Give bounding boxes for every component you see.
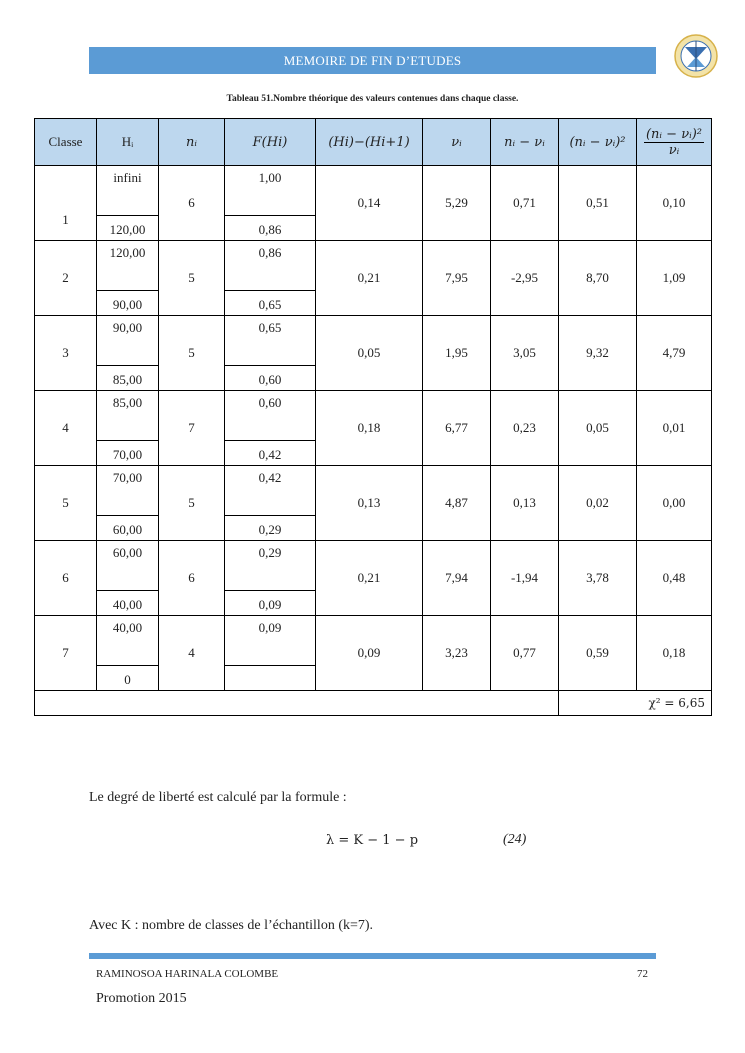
cell-f-top: 0,60 — [225, 391, 316, 441]
cell-n: 7 — [159, 391, 225, 466]
page-number: 72 — [637, 968, 648, 980]
cell-diff: 0,13 — [316, 466, 423, 541]
header-fhi: 𝐹(𝐻𝑖) — [225, 119, 316, 166]
cell-classe: 5 — [35, 466, 97, 541]
cell-h-top: 60,00 — [97, 541, 159, 591]
header-classe: Classe — [35, 119, 97, 166]
cell-v: 6,77 — [423, 391, 491, 466]
cell-n: 6 — [159, 541, 225, 616]
cell-chi: 0,10 — [637, 166, 712, 241]
total-row — [35, 691, 712, 716]
cell-v: 4,87 — [423, 466, 491, 541]
cell-h-bot: 60,00 — [97, 516, 159, 541]
table-row — [35, 391, 712, 441]
cell-f-top: 1,00 — [225, 166, 316, 216]
chi-numerator: (𝑛ᵢ − 𝜈ᵢ)² — [645, 126, 703, 142]
footer-bar — [89, 953, 656, 959]
cell-classe: 6 — [35, 541, 97, 616]
cell-n: 5 — [159, 316, 225, 391]
cell-nv: -1,94 — [491, 541, 559, 616]
cell-diff: 0,21 — [316, 541, 423, 616]
cell-classe: 7 — [35, 616, 97, 691]
paragraph-avec: Avec K : nombre de classes de l’échantillon (k=7). — [89, 918, 374, 933]
header-chi-term — [637, 119, 712, 166]
table-row — [35, 166, 712, 216]
cell-diff: 0,14 — [316, 166, 423, 241]
cell-v: 1,95 — [423, 316, 491, 391]
cell-sq: 3,78 — [559, 541, 637, 616]
cell-f-top: 0,86 — [225, 241, 316, 291]
cell-nv: -2,95 — [491, 241, 559, 316]
table-row — [35, 466, 712, 516]
cell-diff: 0,05 — [316, 316, 423, 391]
cell-h-top: 40,00 — [97, 616, 159, 666]
cell-h-top: 120,00 — [97, 241, 159, 291]
cell-sq: 0,59 — [559, 616, 637, 691]
footer-author: RAMINOSOA HARINALA COLOMBE — [96, 968, 279, 980]
cell-nv: 0,13 — [491, 466, 559, 541]
cell-classe: 4 — [35, 391, 97, 466]
cell-f-bot: 0,29 — [225, 516, 316, 541]
cell-n: 4 — [159, 616, 225, 691]
table-row — [35, 616, 712, 666]
cell-diff: 0,21 — [316, 241, 423, 316]
header-hi: Hᵢ — [97, 119, 159, 166]
cell-h-bot: 70,00 — [97, 441, 159, 466]
header-diff: (𝐻𝑖)−(𝐻𝑖+1) — [316, 119, 423, 166]
header-ni-minus-vi: 𝑛ᵢ − 𝜈ᵢ — [491, 119, 559, 166]
data-table — [34, 118, 712, 716]
cell-f-top: 0,42 — [225, 466, 316, 516]
cell-classe: 2 — [35, 241, 97, 316]
cell-classe: 3 — [35, 316, 97, 391]
cell-sq: 8,70 — [559, 241, 637, 316]
header-banner: MEMOIRE DE FIN D’ETUDES — [89, 47, 656, 74]
cell-f-bot: 0,65 — [225, 291, 316, 316]
cell-h-top: 90,00 — [97, 316, 159, 366]
cell-f-bot: 0,60 — [225, 366, 316, 391]
cell-chi: 0,18 — [637, 616, 712, 691]
cell-f-top: 0,65 — [225, 316, 316, 366]
cell-f-bot: 0,42 — [225, 441, 316, 466]
table-row — [35, 541, 712, 591]
cell-diff: 0,09 — [316, 616, 423, 691]
university-logo — [673, 33, 719, 79]
cell-h-bot: 85,00 — [97, 366, 159, 391]
cell-chi: 4,79 — [637, 316, 712, 391]
header-squared: (𝑛ᵢ − 𝜈ᵢ)² — [559, 119, 637, 166]
cell-diff: 0,18 — [316, 391, 423, 466]
promotion: Promotion 2015 — [96, 991, 187, 1006]
cell-sq: 0,02 — [559, 466, 637, 541]
header-vi: 𝜈ᵢ — [423, 119, 491, 166]
cell-h-bot: 0 — [97, 666, 159, 691]
cell-f-bot: 0,86 — [225, 216, 316, 241]
cell-classe: 1 — [35, 166, 97, 241]
cell-chi: 0,00 — [637, 466, 712, 541]
table-caption: Tableau 51.Nombre théorique des valeurs contenues dans chaque classe. — [226, 94, 519, 104]
cell-sq: 9,32 — [559, 316, 637, 391]
chi-square-total: χ² = 6,65 — [559, 691, 712, 716]
cell-sq: 0,51 — [559, 166, 637, 241]
cell-h-top: 85,00 — [97, 391, 159, 441]
header-ni: 𝑛ᵢ — [159, 119, 225, 166]
chi-denominator: 𝜈ᵢ — [668, 142, 680, 158]
cell-f-top: 0,29 — [225, 541, 316, 591]
table-row — [35, 316, 712, 366]
cell-v: 7,94 — [423, 541, 491, 616]
cell-h-bot: 120,00 — [97, 216, 159, 241]
cell-chi: 0,48 — [637, 541, 712, 616]
cell-n: 6 — [159, 166, 225, 241]
cell-n: 5 — [159, 466, 225, 541]
cell-h-top: 70,00 — [97, 466, 159, 516]
table-row — [35, 241, 712, 291]
cell-sq: 0,05 — [559, 391, 637, 466]
cell-f-bot: 0,09 — [225, 591, 316, 616]
header-row — [35, 119, 712, 166]
cell-nv: 0,77 — [491, 616, 559, 691]
cell-f-top: 0,09 — [225, 616, 316, 666]
total-empty-cell — [35, 691, 559, 716]
paragraph-liberty: Le degré de liberté est calculé par la formule : — [89, 790, 347, 805]
cell-nv: 3,05 — [491, 316, 559, 391]
cell-h-bot: 40,00 — [97, 591, 159, 616]
cell-nv: 0,71 — [491, 166, 559, 241]
cell-v: 3,23 — [423, 616, 491, 691]
cell-v: 7,95 — [423, 241, 491, 316]
cell-n: 5 — [159, 241, 225, 316]
cell-chi: 1,09 — [637, 241, 712, 316]
cell-chi: 0,01 — [637, 391, 712, 466]
cell-nv: 0,23 — [491, 391, 559, 466]
formula: λ = K − 1 − p — [326, 833, 419, 848]
cell-f-bot — [225, 666, 316, 691]
chi-fraction — [644, 127, 704, 158]
cell-v: 5,29 — [423, 166, 491, 241]
cell-h-bot: 90,00 — [97, 291, 159, 316]
equation-number: (24) — [503, 832, 527, 847]
cell-h-top: infini — [97, 166, 159, 216]
